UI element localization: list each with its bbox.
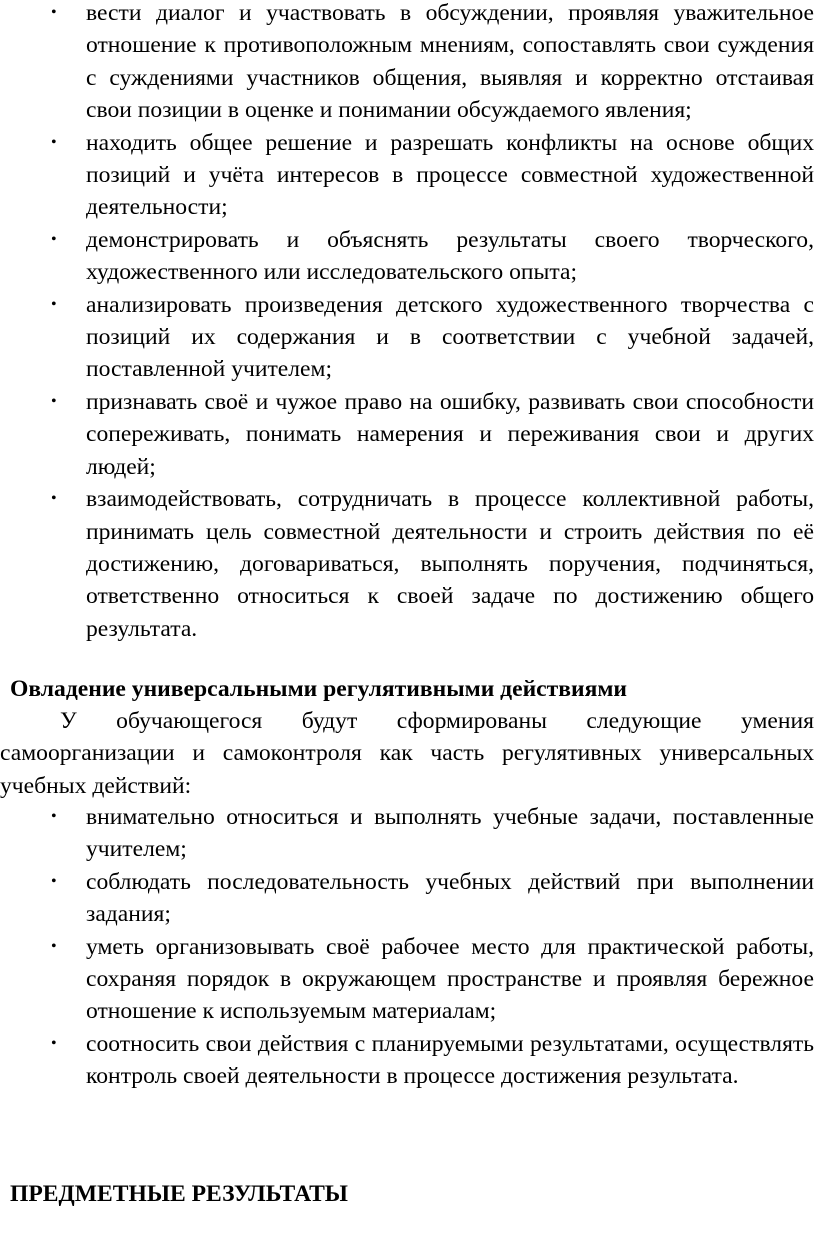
list-item-text: находить общее решение и разрешать конфликты на основе общих позиций и учёта интересов в процессе совместной художественной деятельности; bbox=[86, 129, 814, 221]
list-item-text: анализировать произведения детского художественного творчества с позиций их содержания и в соответствии с учебной задачей, поставленной учителем; bbox=[86, 291, 814, 383]
section-intro-paragraph: У обучающегося будут сформированы следующие умения самоорганизации и самоконтроля как часть регулятивных универсальных учебных действий: bbox=[0, 708, 814, 799]
list-item bbox=[0, 127, 816, 224]
list-item-text: соотносить свои действия с планируемыми результатами, осуществлять контроль своей деятельности в процессе достижения результата. bbox=[86, 1030, 814, 1090]
list-item bbox=[0, 0, 816, 127]
list-item-text: соблюдать последовательность учебных действий при выполнении задания; bbox=[86, 868, 814, 928]
list-item bbox=[0, 224, 816, 289]
list-item-text: признавать своё и чужое право на ошибку, развивать свои способности сопереживать, понимать намерения и переживания свои и других людей; bbox=[86, 388, 814, 480]
list-item-text: взаимодействовать, сотрудничать в процессе коллективной работы, принимать цель совместной деятельности и строить действия по её достижению, договариваться, выполнять поручения, подчиняться, ответственно относиться к своей задаче по достижению общего результата. bbox=[86, 486, 814, 642]
list-item bbox=[0, 1028, 816, 1093]
section-heading-regulative: Овладение универсальными регулятивными действиями bbox=[10, 676, 628, 702]
bullet-icon: • bbox=[51, 937, 57, 955]
regulative-skills-list bbox=[0, 801, 816, 1093]
list-item bbox=[0, 483, 816, 645]
bullet-icon: • bbox=[51, 230, 57, 248]
bullet-icon: • bbox=[51, 872, 57, 890]
list-item bbox=[0, 386, 816, 483]
bullet-icon: • bbox=[51, 392, 57, 410]
bullet-icon: • bbox=[51, 490, 57, 508]
list-item bbox=[0, 289, 816, 386]
bullet-icon: • bbox=[51, 4, 57, 21]
list-item-text: вести диалог и участвовать в обсуждении, проявляя уважительное отношение к противоположным мнениям, сопоставлять свои суждения с суждениями участников общения, выявляя и корректно отстаивая свои позиции в оценке и понимании обсуждаемого явления; bbox=[86, 0, 814, 124]
bullet-icon: • bbox=[51, 295, 57, 313]
bullet-icon: • bbox=[51, 1034, 57, 1052]
bullet-icon: • bbox=[51, 133, 57, 151]
list-item bbox=[0, 931, 816, 1028]
list-item bbox=[0, 801, 816, 866]
list-item bbox=[0, 866, 816, 931]
list-item-text: внимательно относиться и выполнять учебные задачи, поставленные учителем; bbox=[86, 804, 814, 863]
list-item-text: демонстрировать и объяснять результаты своего творческого, художественного или исследовательского опыта; bbox=[86, 226, 814, 286]
bullet-icon: • bbox=[51, 808, 57, 825]
section-heading-subject-results: ПРЕДМЕТНЫЕ РЕЗУЛЬТАТЫ bbox=[10, 1181, 348, 1207]
list-item-text: уметь организовывать своё рабочее место для практической работы, сохраняя порядок в окружающем пространстве и проявляя бережное отношение к используемым материалам; bbox=[86, 933, 814, 1025]
